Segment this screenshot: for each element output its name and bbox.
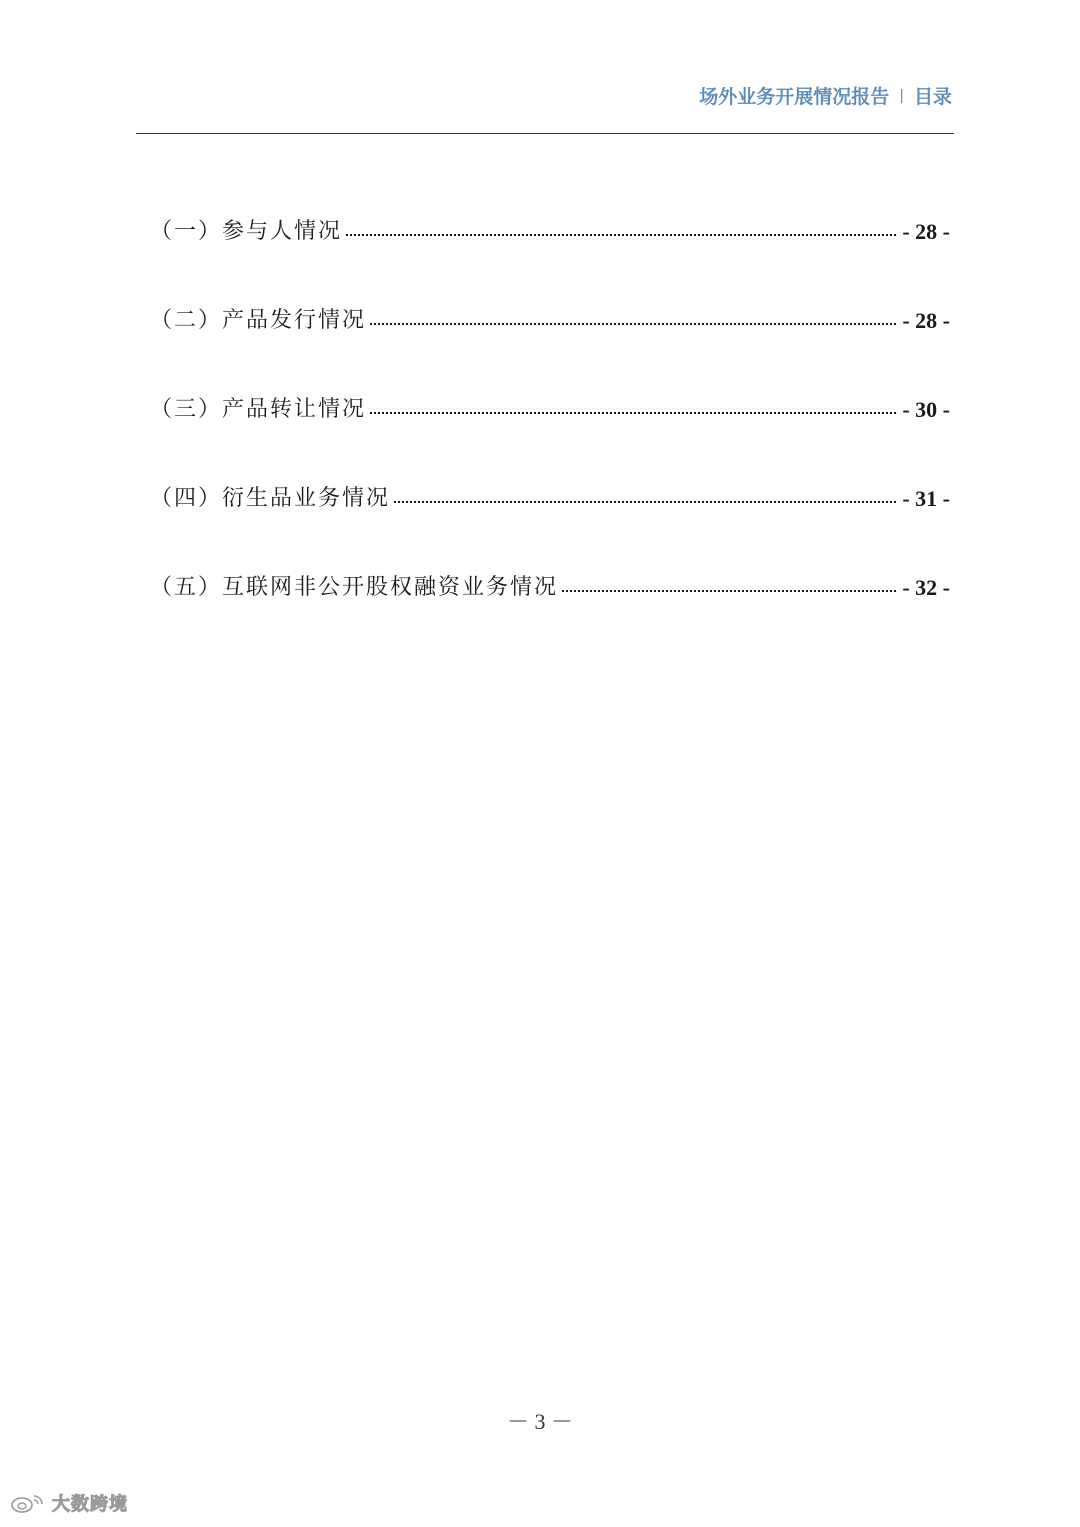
toc-entry-label: （三）产品转让情况 — [150, 397, 367, 422]
toc-leader-dots — [394, 501, 896, 503]
table-of-contents — [150, 205, 950, 650]
weibo-logo-icon — [10, 1492, 46, 1514]
page-number: － 3 － — [506, 1409, 573, 1434]
toc-entry-page: - 32 - — [902, 575, 950, 600]
toc-entry-page: - 30 - — [902, 397, 950, 422]
watermark — [10, 1490, 128, 1516]
toc-leader-dots — [562, 590, 896, 592]
toc-entry-page: - 28 - — [902, 219, 950, 244]
toc-leader-dots — [346, 234, 896, 236]
toc-entry-5[interactable] — [150, 561, 950, 601]
running-header — [699, 82, 952, 109]
toc-entry-label: （一）参与人情况 — [150, 219, 343, 244]
toc-entry-3[interactable] — [150, 383, 950, 423]
section-title: 目录 — [913, 86, 952, 108]
watermark-text: 大数跨境 — [52, 1494, 128, 1515]
report-title: 场外业务开展情况报告 — [699, 86, 890, 108]
header-rule — [136, 133, 954, 134]
toc-entry-page: - 28 - — [902, 308, 950, 333]
toc-entry-label: （四）衍生品业务情况 — [150, 486, 391, 511]
toc-leader-dots — [370, 323, 896, 325]
header-separator: | — [899, 87, 904, 104]
toc-entry-4[interactable] — [150, 472, 950, 512]
toc-entry-label: （五）互联网非公开股权融资业务情况 — [150, 575, 559, 600]
toc-entry-page: - 31 - — [902, 486, 950, 511]
toc-entry-1[interactable] — [150, 205, 950, 245]
toc-leader-dots — [370, 412, 896, 414]
toc-entry-2[interactable] — [150, 294, 950, 334]
toc-entry-label: （二）产品发行情况 — [150, 308, 367, 333]
